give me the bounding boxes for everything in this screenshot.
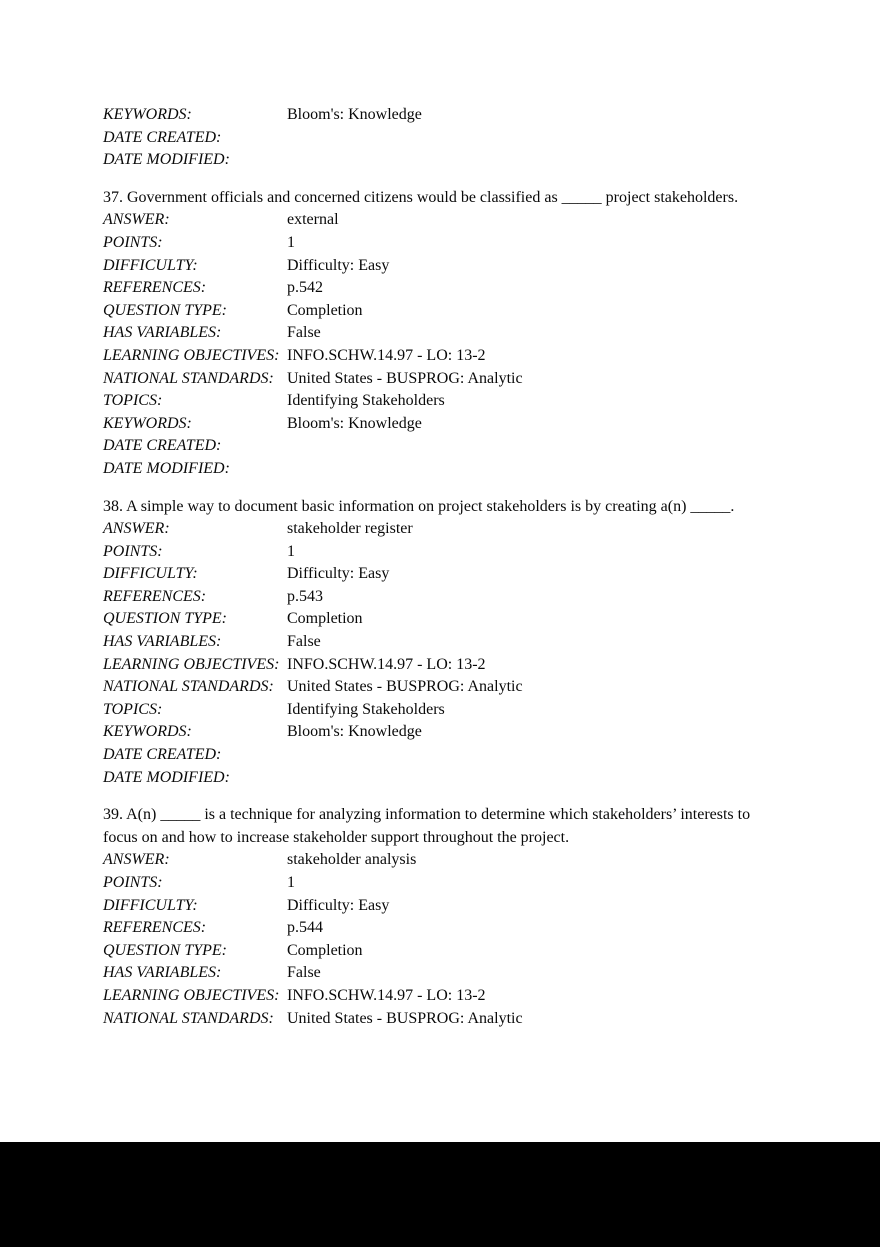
metadata-row (103, 872, 779, 895)
field-label: POINTS: (103, 874, 163, 891)
field-label: REFERENCES: (103, 919, 207, 937)
metadata-row (103, 849, 779, 872)
metadata-row (103, 563, 779, 586)
metadata-row (103, 895, 779, 918)
field-label: ANSWER: (103, 520, 170, 538)
field-label: NATIONAL STANDARDS: (103, 678, 274, 696)
question-text: 39. A(n) _____ is a technique for analyzing information to determine which stakeholders’ interests to (103, 806, 751, 824)
field-value: Difficulty: Easy (287, 896, 390, 914)
field-value: INFO.SCHW.14.97 - LO: 13-2 (287, 346, 486, 364)
field-label: DATE MODIFIED: (103, 151, 230, 169)
question-text: 37. Government officials and concerned citizens would be classified as _____ project stakeholders. (103, 188, 739, 206)
metadata-row (103, 127, 779, 150)
field-value: p.544 (287, 919, 323, 937)
field-value: Bloom's: Knowledge (287, 106, 422, 123)
question-38 (103, 496, 779, 790)
metadata-row (103, 413, 779, 436)
metadata-row (103, 962, 779, 985)
metadata-row (103, 721, 779, 744)
field-value: INFO.SCHW.14.97 - LO: 13-2 (287, 986, 486, 1004)
field-value: Identifying Stakeholders (287, 392, 445, 410)
field-label: DIFFICULTY: (103, 256, 198, 274)
field-label: REFERENCES: (103, 279, 207, 297)
question-text: focus on and how to increase stakeholder support throughout the project. (103, 828, 570, 846)
field-label: LEARNING OBJECTIVES: (103, 986, 280, 1004)
field-value: p.542 (287, 279, 323, 297)
metadata-row (103, 608, 779, 631)
field-value: Identifying Stakeholders (287, 700, 445, 718)
field-label: HAS VARIABLES: (103, 324, 222, 342)
field-label: ANSWER: (103, 211, 170, 229)
field-value: Completion (287, 301, 363, 319)
metadata-row (103, 586, 779, 609)
metadata-row (103, 917, 779, 940)
metadata-row (103, 390, 779, 413)
field-label: DIFFICULTY: (103, 896, 198, 914)
field-label: POINTS: (103, 542, 163, 560)
field-label: QUESTION TYPE: (103, 301, 228, 319)
field-value: stakeholder analysis (287, 851, 417, 869)
field-value: Difficulty: Easy (287, 256, 390, 274)
field-label: KEYWORDS: (103, 723, 192, 741)
metadata-row (103, 300, 779, 323)
field-value: 1 (287, 542, 295, 560)
field-value: Difficulty: Easy (287, 565, 390, 583)
metadata-row (103, 255, 779, 278)
field-value: False (287, 964, 321, 982)
field-label: DATE MODIFIED: (103, 768, 230, 786)
question-text: 38. A simple way to document basic information on project stakeholders is by creating a(n) _____. (103, 497, 735, 515)
field-value: False (287, 633, 321, 651)
metadata-row (103, 277, 779, 300)
field-value: Completion (287, 941, 363, 959)
metadata-row (103, 654, 779, 677)
field-label: DIFFICULTY: (103, 565, 198, 583)
metadata-row (103, 940, 779, 963)
metadata-row (103, 322, 779, 345)
metadata-row (103, 985, 779, 1008)
field-label: LEARNING OBJECTIVES: (103, 655, 280, 673)
field-label: DATE MODIFIED: (103, 459, 230, 477)
field-label: DATE CREATED: (103, 437, 222, 455)
field-value: United States - BUSPROG: Analytic (287, 369, 523, 387)
question-list (103, 104, 779, 1030)
field-label: HAS VARIABLES: (103, 964, 222, 982)
field-label: KEYWORDS: (103, 106, 192, 123)
field-value: INFO.SCHW.14.97 - LO: 13-2 (287, 655, 486, 673)
metadata-row (103, 345, 779, 368)
metadata-row (103, 368, 779, 391)
field-value: 1 (287, 233, 295, 251)
field-value: stakeholder register (287, 520, 413, 538)
metadata-row (103, 518, 779, 541)
field-label: HAS VARIABLES: (103, 633, 222, 651)
field-value: external (287, 211, 339, 229)
metadata-row (103, 699, 779, 722)
field-value: False (287, 324, 321, 342)
field-value: Bloom's: Knowledge (287, 414, 422, 432)
field-label: KEYWORDS: (103, 414, 192, 432)
field-label: QUESTION TYPE: (103, 610, 228, 628)
field-label: REFERENCES: (103, 587, 207, 605)
metadata-row (103, 149, 779, 172)
field-label: DATE CREATED: (103, 746, 222, 764)
metadata-row (103, 1008, 779, 1031)
field-label: LEARNING OBJECTIVES: (103, 346, 280, 364)
field-label: TOPICS: (103, 392, 163, 410)
field-value: 1 (287, 874, 295, 891)
metadata-row (103, 631, 779, 654)
field-value: Bloom's: Knowledge (287, 723, 422, 741)
field-label: POINTS: (103, 233, 163, 251)
field-value: United States - BUSPROG: Analytic (287, 1009, 523, 1027)
carryover-fields-block (103, 104, 779, 172)
metadata-row (103, 104, 779, 127)
field-value: p.543 (287, 587, 323, 605)
field-label: NATIONAL STANDARDS: (103, 1009, 274, 1027)
field-label: TOPICS: (103, 700, 163, 718)
scan-bottom-bar (0, 1142, 880, 1247)
metadata-row (103, 541, 779, 564)
question-37 (103, 187, 779, 481)
metadata-row (103, 435, 779, 458)
field-value: United States - BUSPROG: Analytic (287, 678, 523, 696)
metadata-row (103, 232, 779, 255)
field-value: Completion (287, 610, 363, 628)
metadata-row (103, 676, 779, 699)
metadata-row (103, 209, 779, 232)
metadata-row (103, 744, 779, 767)
metadata-row (103, 767, 779, 790)
field-label: ANSWER: (103, 851, 170, 869)
metadata-row (103, 458, 779, 481)
field-label: NATIONAL STANDARDS: (103, 369, 274, 387)
field-label: QUESTION TYPE: (103, 941, 228, 959)
question-39 (103, 804, 779, 1030)
field-label: DATE CREATED: (103, 128, 222, 146)
